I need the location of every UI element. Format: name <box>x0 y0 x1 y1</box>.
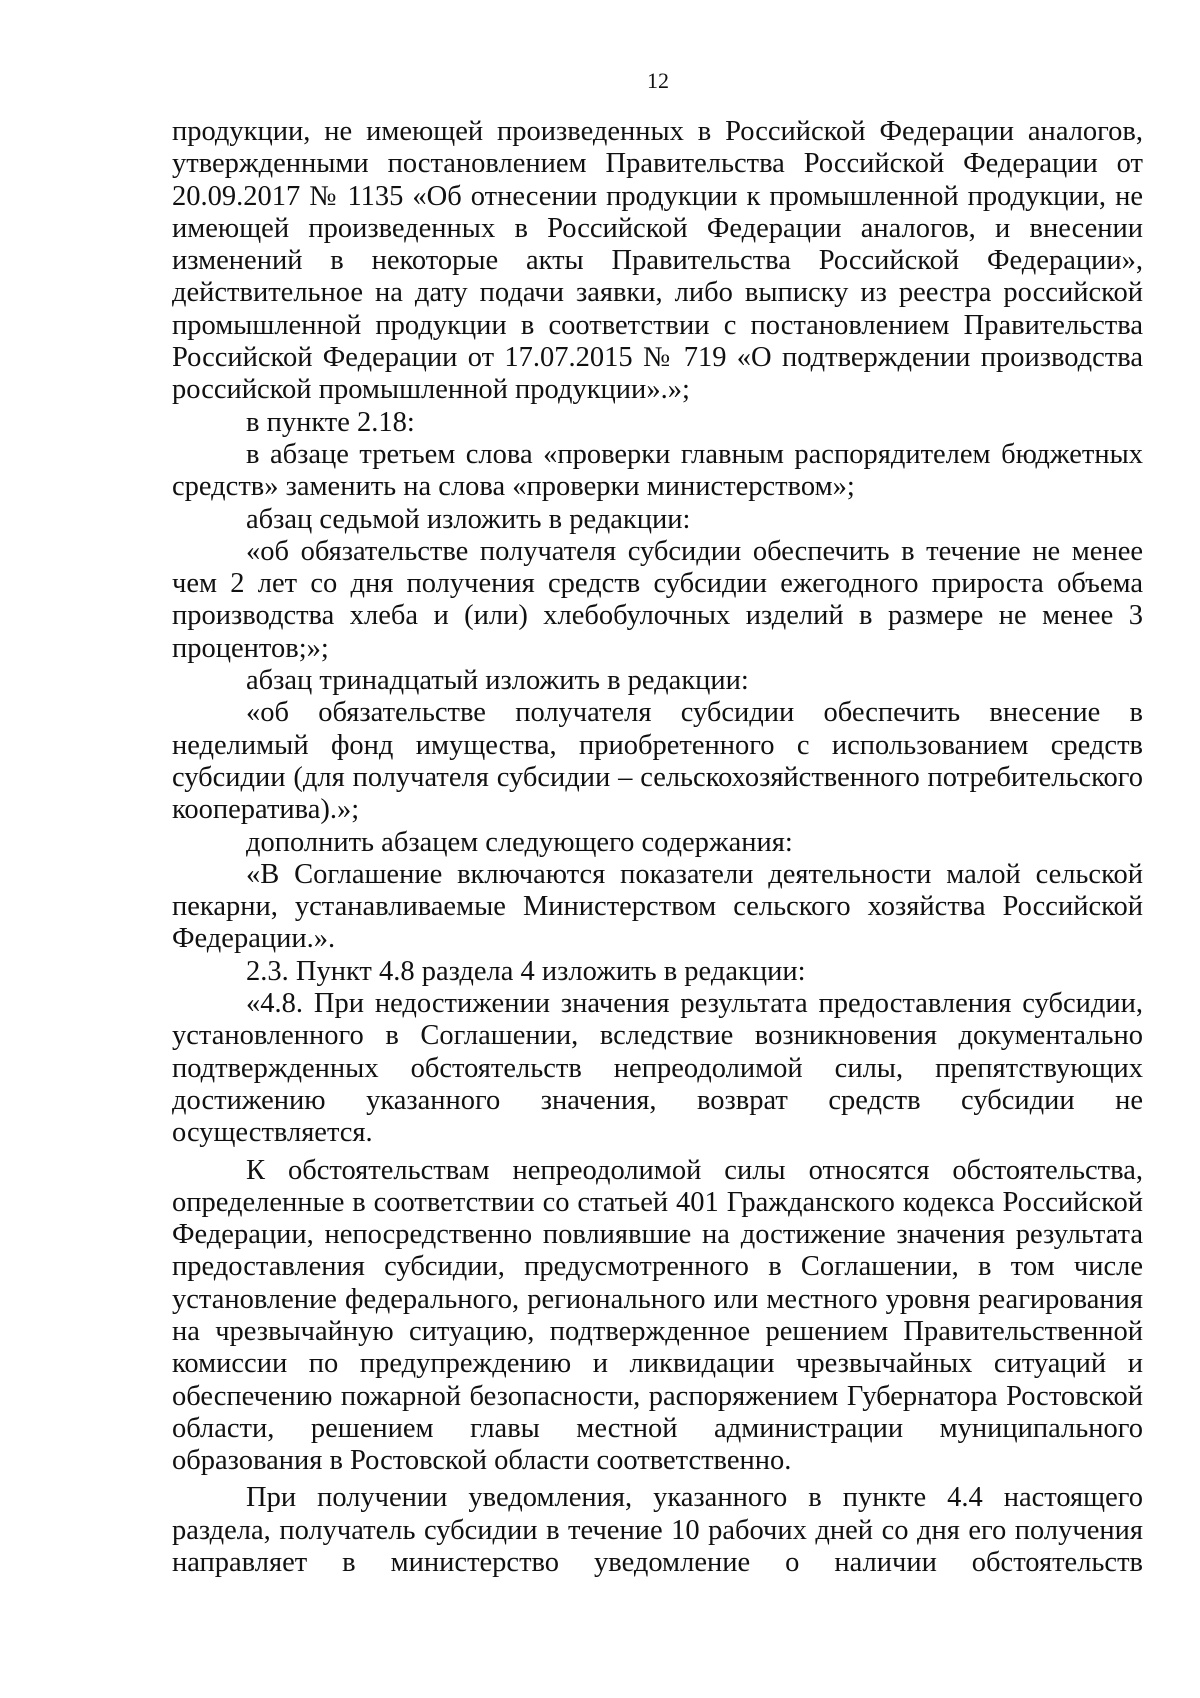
paragraph-thirteenth-abzac-intro: абзац тринадцатый изложить в редакции: <box>246 665 749 697</box>
paragraph-seventh-abzac-text: «об обязательстве получателя субсидии обеспечить в течение не менее чем 2 лет со дня получения средств субсидии ежегодного прироста объема производства хлеба и (или) хлебобулочных изделий в размере не менее 3 процентов;»; <box>172 535 1143 664</box>
paragraph-continuation: продукции, не имеющей произведенных в Российской Федерации аналогов, утвержденными постановлением Правительства Российской Федерации от 20.09.2017 № 1135 «Об отнесении продукции к промышленной продукции, не имеющей произведенных в Российской Федерации аналогов, и внесении изменений в некоторые акты Правительства Российской Федерации», действительное на дату подачи заявки, либо выписку из реестра российской промышленной продукции в соответствии с постановлением Правительства Российской Федерации от 17.07.2015 № 719 «О подтверждении производства российской промышленной продукции».»; <box>172 116 1143 406</box>
paragraph-force-majeure: К обстоятельствам непреодолимой силы относятся обстоятельства, определенные в соответствии со статьей 401 Гражданского кодекса Российской Федерации, непосредственно повлиявшие на достижение значения результата предоставления субсидии, предусмотренного в Соглашении, в том числе установление федерального, регионального или местного уровня реагирования на чрезвычайную ситуацию, подтвержденное решением Правительственной комиссии по предупреждению и ликвидации чрезвычайных ситуаций и обеспечению пожарной безопасности, распоряжением Губернатора Ростовской области, решением главы местной администрации муниципального образования в Ростовской области соответственно. <box>172 1154 1143 1477</box>
paragraph-seventh-abzac-intro: абзац седьмой изложить в редакции: <box>246 503 691 535</box>
paragraph-add-abzac-text: «В Соглашение включаются показатели деятельности малой сельской пекарни, устанавливаемые Министерством сельского хозяйства Российской Федерации.». <box>172 858 1143 955</box>
paragraph-thirteenth-abzac-text: «об обязательстве получателя субсидии обеспечить внесение в неделимый фонд имущества, приобретенного с использованием средств субсидии (для получателя субсидии – сельскохозяйственного потребительского кооператива).»; <box>172 697 1143 826</box>
paragraph-section-2-3: 2.3. Пункт 4.8 раздела 4 изложить в редакции: <box>246 955 806 987</box>
paragraph-point-2-18: в пункте 2.18: <box>246 406 415 438</box>
paragraph-point-4-8: «4.8. При недостижении значения результата предоставления субсидии, установленного в Соглашении, вследствие возникновения документально подтвержденных обстоятельств непреодолимой силы, препятствующих достижению указанного значения, возврат средств субсидии не осуществляется. <box>172 988 1143 1149</box>
paragraph-third-abzac: в абзаце третьем слова «проверки главным распорядителем бюджетных средств» заменить на слова «проверки министерством»; <box>172 438 1143 503</box>
page-number: 12 <box>647 68 669 93</box>
document-body <box>172 116 1143 1579</box>
paragraph-notification: При получении уведомления, указанного в пункте 4.4 настоящего раздела, получатель субсидии в течение 10 рабочих дней со дня его получения направляет в министерство уведомление о наличии обстоятельств <box>172 1482 1143 1579</box>
paragraph-add-abzac-intro: дополнить абзацем следующего содержания: <box>246 826 793 858</box>
